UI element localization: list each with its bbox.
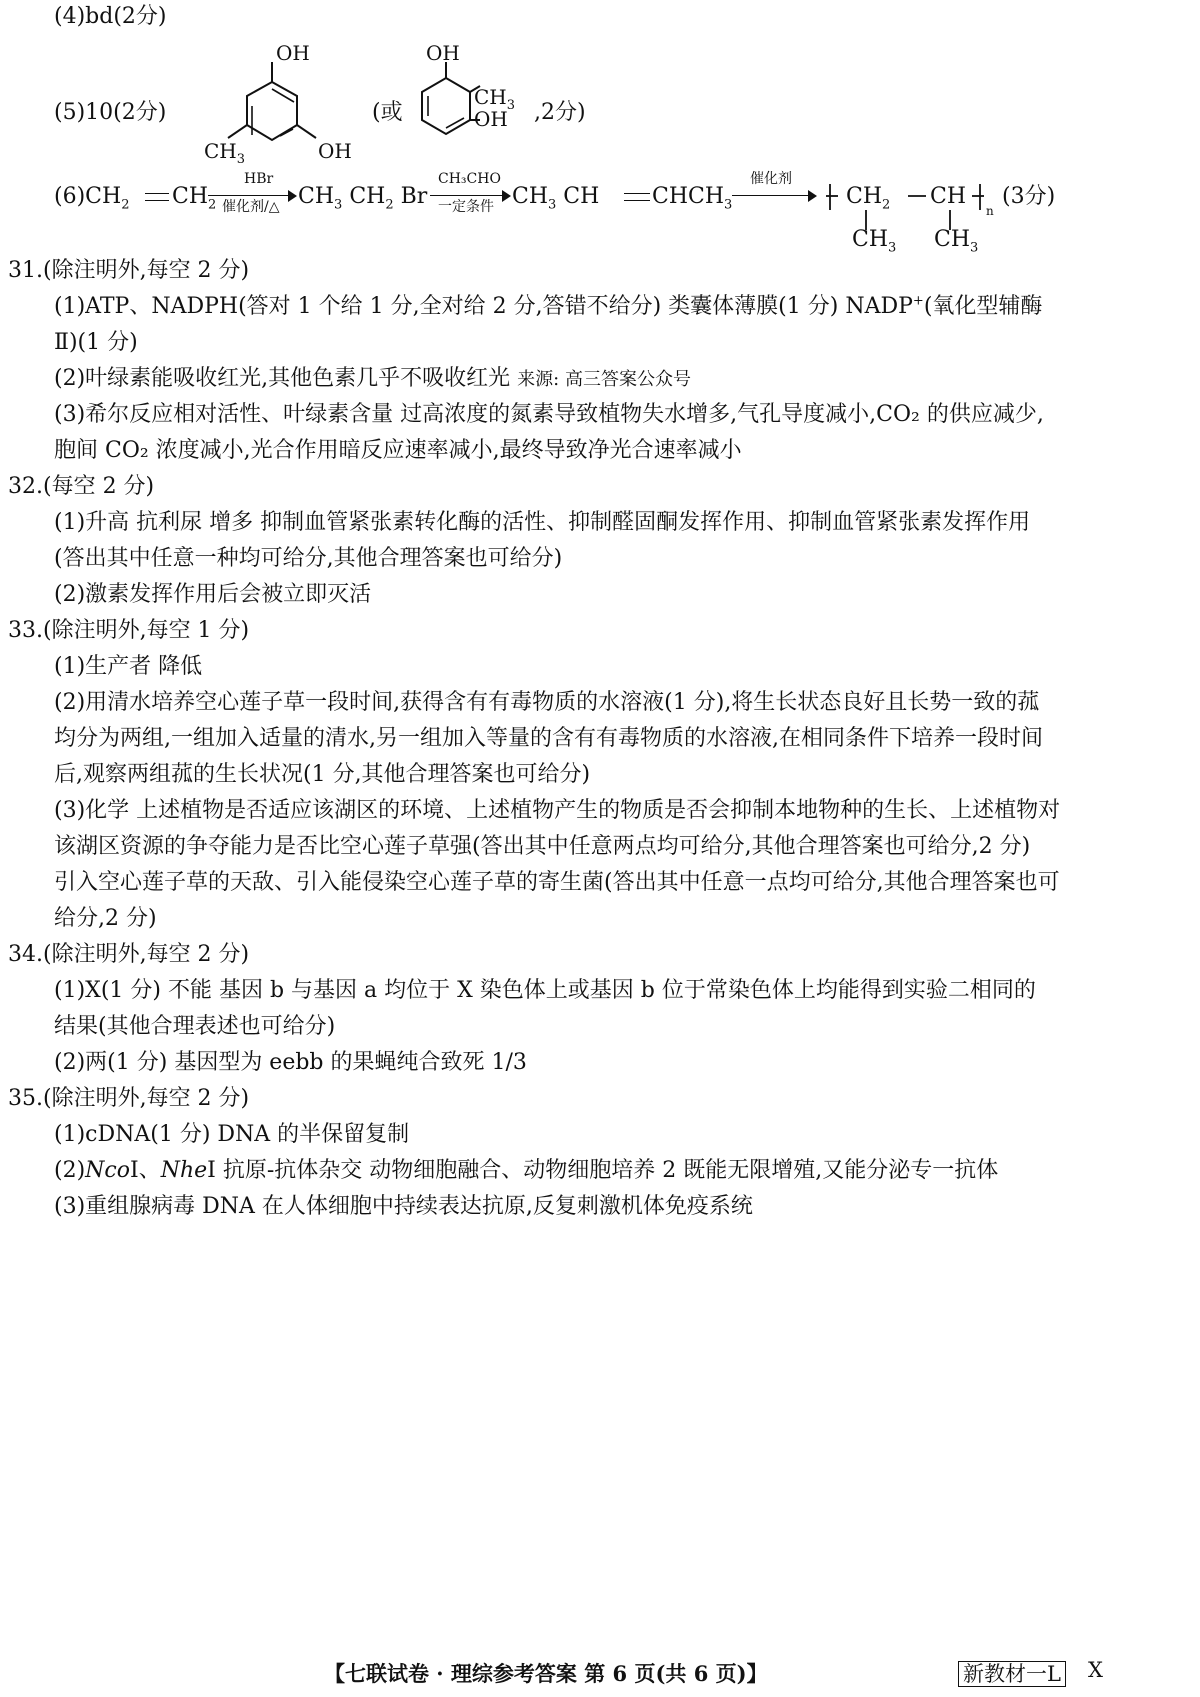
q34-line-2: 结果(其他合理表述也可给分) bbox=[54, 1014, 336, 1039]
molecule-1-oh-right: OH bbox=[318, 139, 352, 163]
q33-line-8: 给分,2 分) bbox=[54, 906, 157, 931]
double-bond-2 bbox=[624, 193, 650, 201]
q31-line-4: (3)希尔反应相对活性、叶绿素含量 过高浓度的氮素导致植物失水增多,气孔导度减小,CO₂ 的供应减少, bbox=[54, 402, 1044, 427]
chem-q5-or: (或 bbox=[372, 100, 403, 125]
q32-line-1: (1)升高 抗利尿 增多 抑制血管紧张素转化酶的活性、抑制醛固酮发挥作用、抑制血管紧张素发挥作用 bbox=[54, 510, 1031, 535]
source-note: 来源: 高三答案公众号 bbox=[517, 369, 691, 390]
polymer-ch2: $CH_2$ bbox=[846, 184, 891, 213]
q35-line-3: (3)重组腺病毒 DNA 在人体细胞中持续表达抗原,反复刺激机体免疫系统 bbox=[54, 1194, 753, 1219]
q32-line-2: (答出其中任意一种均可给分,其他合理答案也可给分) bbox=[54, 546, 563, 571]
reaction-2-arrow bbox=[430, 195, 506, 196]
reaction-2-condition: 一定条件 bbox=[438, 199, 494, 215]
reaction-1-arrow bbox=[208, 195, 292, 196]
molecule-2-oh-top: OH bbox=[426, 41, 460, 65]
q31-line-1: (1)ATP、NADPH(答对 1 个给 1 分,全对给 2 分,答错不给分) 类囊体薄膜(1 分) NADP+(氧化型辅酶 bbox=[54, 293, 1043, 319]
q33-heading: 33.(除注明外,每空 1 分) bbox=[8, 618, 250, 643]
reaction-3-reagent: 催化剂 bbox=[750, 171, 792, 187]
polymer-ch3-a: $CH_3$ bbox=[852, 227, 897, 256]
edition-x: X bbox=[1088, 1658, 1103, 1682]
q33-line-5: (3)化学 上述植物是否适应该湖区的环境、上述植物产生的物质是否会抑制本地物种的生长、上述植物对 bbox=[54, 798, 1061, 823]
q32-line-3: (2)激素发挥作用后会被立即灭活 bbox=[54, 582, 372, 607]
chem-q6-start: $(6)CH_2$ bbox=[54, 184, 130, 213]
reaction-1-reagent: HBr bbox=[244, 171, 274, 187]
q31-line-3: (2)叶绿素能吸收红光,其他色素几乎不吸收红光 来源: 高三答案公众号 bbox=[54, 366, 691, 391]
q34-heading: 34.(除注明外,每空 2 分) bbox=[8, 942, 250, 967]
q35-heading: 35.(除注明外,每空 2 分) bbox=[8, 1086, 250, 1111]
reaction-2-reagent: CH₃CHO bbox=[438, 171, 501, 187]
reaction-3-arrowhead bbox=[808, 190, 817, 202]
double-bond-1 bbox=[145, 193, 169, 201]
polymer-ch3-b: $CH_3$ bbox=[934, 227, 979, 256]
chem-q4: (4)bd(2分) bbox=[54, 4, 167, 29]
q34-line-3: (2)两(1 分) 基因型为 eebb 的果蝇纯合致死 1/3 bbox=[54, 1050, 527, 1075]
q33-line-4: 后,观察两组菰的生长状况(1 分,其他合理答案也可给分) bbox=[54, 762, 591, 787]
q33-line-6: 该湖区资源的争夺能力是否比空心莲子草强(答出其中任意两点均可给分,其他合理答案也可给分,2 分) bbox=[54, 834, 1031, 859]
q35-line-1: (1)cDNA(1 分) DNA 的半保留复制 bbox=[54, 1122, 410, 1147]
q31-line-2: Ⅱ)(1 分) bbox=[54, 330, 138, 355]
q33-line-7: 引入空心莲子草的天敌、引入能侵染空心莲子草的寄生菌(答出其中任意一点均可给分,其他合理答案也可 bbox=[54, 870, 1060, 895]
edition-tag: 新教材一L bbox=[958, 1658, 1066, 1688]
q33-line-2: (2)用清水培养空心莲子草一段时间,获得含有有毒物质的水溶液(1 分),将生长状态良好且长势一致的菰 bbox=[54, 690, 1040, 715]
polymer-ch: CH bbox=[930, 184, 967, 209]
molecule-1-ch3: $CH_3$ bbox=[204, 139, 246, 167]
q34-line-1: (1)X(1 分) 不能 基因 b 与基因 a 均位于 X 染色体上或基因 b 位于常染色体上均能得到实验二相同的 bbox=[54, 978, 1036, 1003]
reaction-1-arrowhead bbox=[288, 190, 297, 202]
chem-q5-prefix: (5)10(2分) bbox=[54, 100, 167, 125]
q33-line-1: (1)生产者 降低 bbox=[54, 654, 203, 679]
molecule-1-oh-top: OH bbox=[276, 41, 310, 65]
q31-line-5: 胞间 CO₂ 浓度减小,光合作用暗反应速率减小,最终导致净光合速率减小 bbox=[54, 438, 742, 463]
reaction-1-condition: 催化剂/△ bbox=[222, 199, 280, 215]
chem-q6-p5: $CH_3$ CH bbox=[512, 184, 600, 213]
q33-line-3: 均分为两组,一组加入适量的清水,另一组加入等量的含有有毒物质的水溶液,在相同条件下培养一段时间 bbox=[54, 726, 1043, 751]
reaction-3-arrow bbox=[732, 195, 812, 196]
page-footer: 【七联试卷 · 理综参考答案 第 6 页(共 6 页)】 bbox=[324, 1661, 768, 1686]
q31-heading: 31.(除注明外,每空 2 分) bbox=[8, 258, 250, 283]
chem-q6-score: (3分) bbox=[1002, 184, 1056, 209]
q32-heading: 32.(每空 2 分) bbox=[8, 474, 155, 499]
polymer-n: n bbox=[986, 204, 994, 218]
chem-q6-p2: $CH_3$ $CH_2$ Br bbox=[298, 184, 428, 213]
molecule-2-ch3: $CH_3$ bbox=[474, 85, 516, 113]
reaction-2-arrowhead bbox=[502, 190, 511, 202]
molecule-2-oh-right: OH bbox=[474, 107, 508, 131]
chem-q6-p1: $CH_2$ bbox=[172, 184, 217, 213]
q35-line-2: (2)NcoⅠ、NheⅠ 抗原-抗体杂交 动物细胞融合、动物细胞培养 2 既能无限增殖,又能分泌专一抗体 bbox=[54, 1158, 999, 1183]
chem-q5-suffix: ,2分) bbox=[534, 100, 586, 125]
chem-q6-p6: $CHCH_3$ bbox=[652, 184, 733, 213]
